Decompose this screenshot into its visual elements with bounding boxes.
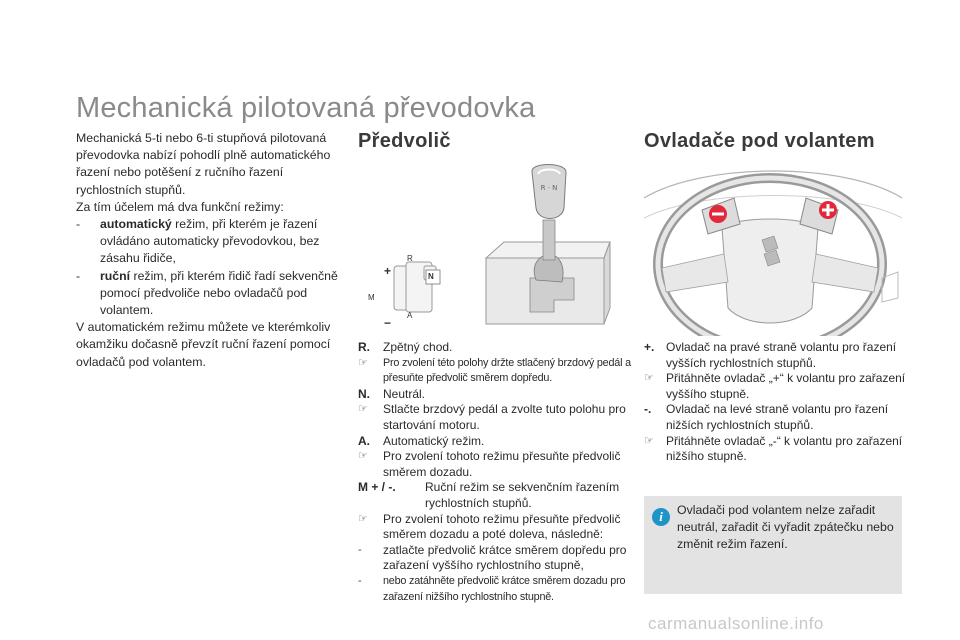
pointing-hand-icon: ☞ — [644, 372, 654, 385]
intro-paragraph-override: V automatickém režimu můžete ve kterémkoliv okamžiku dočasně převzít ruční řazení pomocí ovladačů pod volantem. — [76, 320, 331, 369]
gate-label-r: R — [407, 254, 413, 263]
mode-item-manual: - ruční režim, při kterém řidič řadí sekvenčně pomocí předvoliče nebo ovladačů pod volantem. — [76, 268, 338, 318]
gate-label-minus: − — [384, 316, 392, 330]
pointing-hand-icon: ☞ — [358, 512, 368, 525]
legend-plus: +. Ovladač na pravé straně volantu pro řazení vyšších rychlostních stupňů. — [644, 340, 897, 370]
paddle-minus-icon — [709, 205, 727, 223]
info-icon: i — [652, 508, 670, 526]
intro-text — [76, 130, 338, 371]
gate-label-m: M — [368, 293, 375, 302]
legend-minus: -. Ovladač na levé straně volantu pro řazení nižších rychlostních stupňů. — [644, 402, 889, 432]
footer-watermark: carmanualsonline.info — [648, 614, 824, 633]
pointing-hand-icon: ☞ — [358, 450, 368, 463]
gate-diagram — [394, 262, 436, 312]
pointing-hand-icon: ☞ — [358, 403, 368, 416]
paddle-plus-icon — [819, 201, 837, 219]
gate-label-n: N — [428, 272, 434, 281]
legend-a: A. Automatický režim. — [358, 433, 485, 448]
steering-wheel-illustration — [644, 158, 902, 336]
intro-paragraph: Mechanická 5-ti nebo 6-ti stupňová pilotovaná převodovka nabízí pohodlí plně automatického řazení nebo potěšení z ručního řazení rychlostních stupňů. — [76, 131, 331, 197]
pointing-hand-icon: ☞ — [644, 434, 654, 447]
paddles-heading: Ovladače pod volantem — [644, 130, 875, 152]
legend-m: M + / -. Ruční režim se sekvenčním řazením rychlostních stupňů. — [358, 480, 620, 510]
selector-legend: R. Zpětný chod. ☞ Pro zvolení této polohy držte stlačený brzdový pedál a přesuňte předvolič směrem dopředu. N. Neutrál. ☞ Stlačte brzdový pedál a zvolte tuto polohu pro startování motoru. A. Automatický režim. ☞ Pro zvolení tohoto režimu přesuňte předvolič směrem dozadu. M + / -. Ruční režim se sekvenčním řazením rychlostních stupňů. ☞ Pro zvolení tohoto režimu přesuňte předvolič směrem dozadu a poté doleva, následně: - zatlačte předvolič krátce směrem dopředu pro zařazení vyššího rychlostního stupně, - nebo zatáhněte předvolič krátce směrem dozadu pro zařazení nižšího rychlostního stupně. — [358, 340, 633, 605]
mode-item-automatic: - automatický režim, při kterém je řazení ovládáno automaticky převodovkou, bez zásahu řidiče, — [76, 217, 320, 266]
gate-label-plus: + — [384, 264, 392, 278]
pointing-hand-icon: ☞ — [358, 356, 368, 369]
selector-heading: Předvolič — [358, 130, 451, 152]
paddles-legend: +. Ovladač na pravé straně volantu pro řazení vyšších rychlostních stupňů. ☞ Přitáhněte ovladač „+“ k volantu pro zařazení vyššího stupně. -. Ovladač na levé straně volantu pro řazení nižších rychlostních stupňů. ☞ Přitáhněte ovladač „-“ k volantu pro zařazení nižšího stupně. — [644, 340, 906, 464]
gate-label-a: A — [407, 311, 413, 320]
intro-modes-lead: Za tím účelem má dva funkční režimy: — [76, 199, 284, 214]
svg-text:R · N: R · N — [540, 184, 558, 192]
legend-r: R. Zpětný chod. — [358, 340, 453, 354]
page-title: Mechanická pilotovaná převodovka — [76, 92, 536, 124]
legend-n: N. Neutrál. — [358, 386, 426, 401]
gear-selector-illustration — [354, 160, 630, 332]
info-note-text: Ovladači pod volantem nelze zařadit neutrál, zařadit či vyřadit zpátečku nebo změnit režim řazení. — [677, 503, 894, 551]
